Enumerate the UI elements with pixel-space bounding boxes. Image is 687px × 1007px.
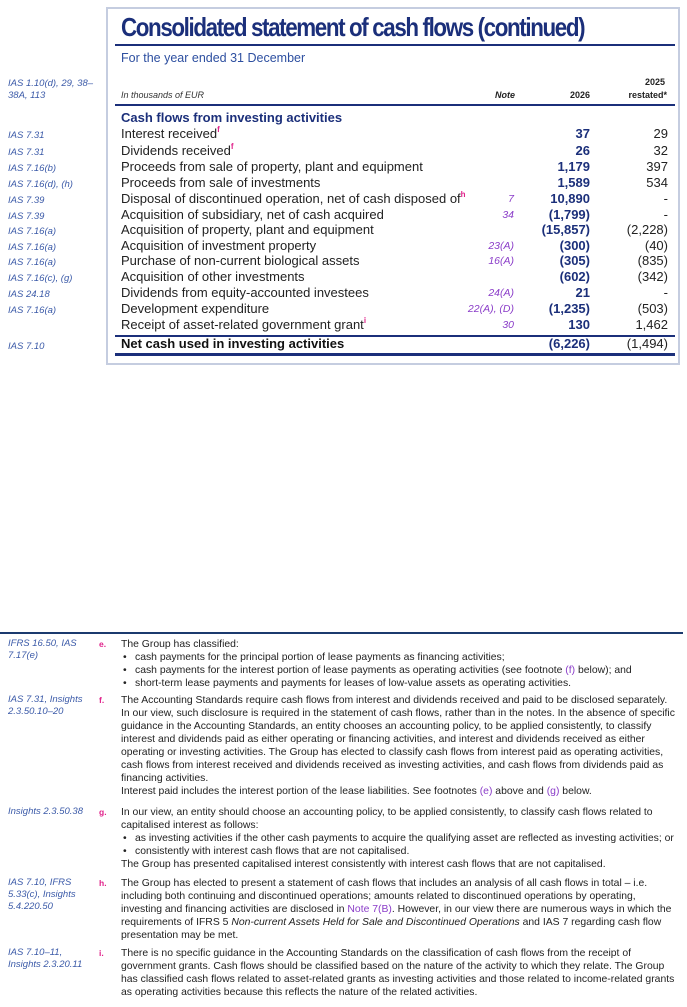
row-ref: IAS 7.31 bbox=[8, 130, 45, 141]
value-2025: - bbox=[663, 285, 668, 300]
row-label bbox=[121, 317, 366, 333]
value-2026: (1,799) bbox=[548, 207, 590, 222]
footnote-marker[interactable]: h bbox=[460, 190, 466, 199]
value-2026: (1,235) bbox=[548, 301, 590, 316]
total-2025: (1,494) bbox=[626, 336, 668, 351]
row-ref: IAS 7.31 bbox=[8, 147, 45, 158]
footnote-letter: e. bbox=[99, 639, 107, 649]
label-text: Acquisition of property, plant and equipment bbox=[121, 222, 374, 237]
footnote-ref: IAS 7.10, IFRS 5.33(c), Insights 5.4.220.50 bbox=[8, 877, 76, 912]
table-row bbox=[121, 269, 668, 285]
footnote-link[interactable]: (g) bbox=[546, 786, 560, 797]
value-2025: 29 bbox=[653, 126, 668, 141]
footnote-text bbox=[121, 877, 677, 942]
footnote-marker[interactable]: f bbox=[230, 142, 234, 151]
row-ref: IAS 7.16(a) bbox=[8, 242, 57, 253]
value-2026: (15,857) bbox=[541, 222, 590, 237]
label-text: Receipt of asset-related government grant bbox=[121, 317, 364, 332]
col-2025-year: 2025 bbox=[644, 77, 665, 87]
total-label: Net cash used in investing activities bbox=[121, 336, 345, 351]
row-ref: IAS 7.16(c), (g) bbox=[8, 273, 73, 284]
table-row bbox=[121, 317, 668, 333]
value-2026: 10,890 bbox=[550, 191, 590, 206]
row-label bbox=[121, 159, 423, 175]
row-ref: IAS 7.16(a) bbox=[8, 305, 57, 316]
label-text: Acquisition of subsidiary, net of cash acquired bbox=[121, 207, 384, 222]
table-row bbox=[121, 222, 668, 238]
value-2026: 21 bbox=[575, 285, 590, 300]
row-label bbox=[121, 191, 466, 207]
row-ref: IAS 7.16(d), (h) bbox=[8, 179, 73, 190]
note-ref[interactable]: 23(A) bbox=[488, 240, 514, 252]
footnote-ref: IAS 7.10–11, Insights 2.3.20.11 bbox=[8, 947, 83, 970]
label-text: Disposal of discontinued operation, net of cash disposed of bbox=[121, 191, 461, 206]
row-ref: IAS 7.39 bbox=[8, 195, 45, 206]
total-2026: (6,226) bbox=[548, 336, 590, 351]
row-ref: IAS 7.16(a) bbox=[8, 257, 57, 268]
note-ref[interactable]: 7 bbox=[508, 193, 514, 205]
text: above and bbox=[492, 786, 547, 797]
row-ref: IAS 7.39 bbox=[8, 211, 45, 222]
label-text: Interest received bbox=[121, 126, 218, 141]
bullet-text: cash payments for the interest portion of lease payments as operating activities (see footnote bbox=[135, 665, 566, 676]
footnote-ref: IAS 7.31, Insights 2.3.50.10–20 bbox=[8, 694, 83, 717]
footnote-marker[interactable]: f bbox=[217, 125, 220, 134]
text: Interest paid includes the interest portion of the lease liabilities. See footnotes bbox=[121, 786, 480, 797]
total-row bbox=[121, 336, 668, 352]
text: below. bbox=[559, 786, 592, 797]
text: and IAS 7 regarding cash flow presentation may be met. bbox=[121, 917, 662, 941]
footnote-divider bbox=[0, 632, 683, 634]
page-title: Consolidated statement of cash flows (continued) bbox=[121, 12, 585, 42]
footnote-text: The Group has classified: bbox=[121, 639, 239, 650]
header-divider bbox=[115, 104, 675, 106]
value-2026: 1,589 bbox=[557, 175, 590, 190]
note-ref[interactable]: 34 bbox=[502, 209, 514, 221]
note-ref[interactable]: 22(A), (D) bbox=[467, 303, 514, 315]
value-2025: (503) bbox=[637, 301, 668, 316]
table-row bbox=[121, 301, 668, 317]
header-ref: IAS 1.10(d), 29, 38–38A, 113 bbox=[8, 78, 94, 101]
value-2025: 1,462 bbox=[635, 317, 668, 332]
value-2025: 397 bbox=[646, 159, 668, 174]
value-2026: 1,179 bbox=[557, 159, 590, 174]
row-label bbox=[121, 253, 359, 269]
row-label bbox=[121, 301, 269, 317]
row-label bbox=[121, 222, 374, 238]
note-ref[interactable]: 30 bbox=[502, 319, 514, 331]
row-label bbox=[121, 207, 384, 223]
footnote-letter: g. bbox=[99, 807, 107, 817]
label-text: Dividends received bbox=[121, 143, 231, 158]
section-heading: Cash flows from investing activities bbox=[121, 110, 343, 125]
total-ref: IAS 7.10 bbox=[8, 341, 45, 352]
value-2026: (300) bbox=[559, 238, 590, 253]
label-text: Proceeds from sale of investments bbox=[121, 175, 321, 190]
label-text: Development expenditure bbox=[121, 301, 270, 316]
row-label bbox=[121, 238, 316, 254]
row-ref: IAS 7.16(a) bbox=[8, 226, 57, 237]
footnote-text bbox=[121, 785, 677, 798]
table-row bbox=[121, 285, 668, 301]
value-2026: 37 bbox=[575, 126, 590, 141]
units-label: In thousands of EUR bbox=[121, 90, 205, 100]
value-2025: 534 bbox=[646, 175, 668, 190]
footnote-text: The Group has presented capitalised interest consistently with interest cash flows that are not capitalised. bbox=[121, 859, 606, 870]
label-text: Proceeds from sale of property, plant and equipment bbox=[121, 159, 423, 174]
title-divider bbox=[115, 44, 675, 46]
row-label bbox=[121, 126, 220, 142]
table-row bbox=[121, 253, 668, 269]
row-label bbox=[121, 269, 305, 285]
table-row bbox=[121, 207, 668, 223]
row-label bbox=[121, 285, 369, 301]
table-row bbox=[121, 191, 668, 207]
table-row bbox=[121, 126, 668, 142]
note-ref[interactable]: 16(A) bbox=[488, 255, 514, 267]
value-2026: 26 bbox=[575, 143, 590, 158]
table-row bbox=[121, 143, 668, 159]
footnote-text: The Accounting Standards require cash flows from interest and dividends received and paid to be disclosed separately. In our view, such disclosure is required in the statement of cash flows, rather than in the notes. In the absence of specific guidance in the Accounting Standards, an entity chooses an accounting policy, to be applied consistently, to classify interest and dividends paid as either operating or financing activities, and interest and dividends received as either operating or investing activities. The Group has elected to classify cash flows from interest paid as operating activities, cash flows from interest received and dividends received as investing activities, and cash flows from dividends paid as financing activities. bbox=[121, 695, 675, 784]
value-2025: (40) bbox=[644, 238, 668, 253]
row-label bbox=[121, 175, 320, 191]
standard-title: Non-current Assets Held for Sale and Discontinued Operations bbox=[231, 917, 520, 928]
label-text: Acquisition of investment property bbox=[121, 238, 317, 253]
value-2025: 32 bbox=[653, 143, 668, 158]
col-2025-label: restated* bbox=[628, 90, 667, 100]
bullet-item: • short-term lease payments and payments for leases of low-value assets as operating activities. bbox=[121, 677, 677, 690]
table-row bbox=[121, 238, 668, 254]
text: The Group has elected to present a statement of cash flows that includes an analysis of all cash flows in total – i.e. including both continuing and discontinued operations; amounts related to discontinued operations by operating, investing and financing activities are disclosed in bbox=[121, 878, 648, 915]
label-text: Dividends from equity-accounted investees bbox=[121, 285, 369, 300]
footnote-letter: i. bbox=[99, 948, 104, 958]
footnote-link[interactable]: (f) bbox=[565, 665, 576, 676]
value-2025: - bbox=[663, 207, 668, 222]
note-link[interactable]: Note 7(B) bbox=[347, 904, 392, 915]
value-2025: (2,228) bbox=[626, 222, 668, 237]
footnote-link[interactable]: (e) bbox=[479, 786, 493, 797]
text: . However, in our view there are numerous ways in which the requirements of IFRS 5 bbox=[121, 904, 672, 928]
bullet-item bbox=[121, 664, 677, 677]
note-header: Note bbox=[495, 90, 515, 100]
value-2026: (602) bbox=[559, 269, 590, 284]
footnote-letter: h. bbox=[99, 878, 107, 888]
total-bottom-rule bbox=[115, 353, 675, 356]
bullet-item: • cash payments for the principal portion of lease payments as financing activities; bbox=[121, 651, 677, 664]
value-2025: (835) bbox=[637, 253, 668, 268]
label-text: Acquisition of other investments bbox=[121, 269, 305, 284]
footnote-ref: IFRS 16.50, IAS 7.17(e) bbox=[8, 638, 77, 661]
value-2026: (305) bbox=[559, 253, 590, 268]
footnote-letter: f. bbox=[99, 695, 105, 705]
col-2026-header: 2026 bbox=[569, 90, 590, 100]
footnote-text: In our view, an entity should choose an accounting policy, to be applied consistently, to classify cash flows related to capitalised interest as follows: bbox=[121, 807, 653, 831]
row-label bbox=[121, 143, 234, 159]
row-ref: IAS 24.18 bbox=[8, 289, 50, 300]
bullet-text: below); and bbox=[575, 665, 632, 676]
footnote-marker[interactable]: i bbox=[363, 316, 367, 325]
bullet-item: • consistently with interest cash flows that are not capitalised. bbox=[121, 845, 677, 858]
row-ref: IAS 7.16(b) bbox=[8, 163, 57, 174]
value-2025: (342) bbox=[637, 269, 668, 284]
period-subtitle: For the year ended 31 December bbox=[121, 51, 306, 65]
label-text: Purchase of non-current biological assets bbox=[121, 253, 360, 268]
table-row bbox=[121, 159, 668, 175]
value-2025: - bbox=[663, 191, 668, 206]
note-ref[interactable]: 24(A) bbox=[488, 287, 514, 299]
bullet-item: • as investing activities if the other cash payments to acquire the qualifying asset are reflected as investing activities; or bbox=[121, 832, 677, 845]
footnote-ref: Insights 2.3.50.38 bbox=[8, 806, 83, 817]
footnote-text: There is no specific guidance in the Accounting Standards on the classification of cash flows from the receipt of government grants. Cash flows should be classified based on the nature of the activity to which they relate. The Group has classified cash flows related to asset-related grants as investing activities and those related to income-related grants as operating activities because this reflects the nature of the related activities. bbox=[121, 948, 675, 998]
table-row bbox=[121, 175, 668, 191]
value-2026: 130 bbox=[568, 317, 590, 332]
